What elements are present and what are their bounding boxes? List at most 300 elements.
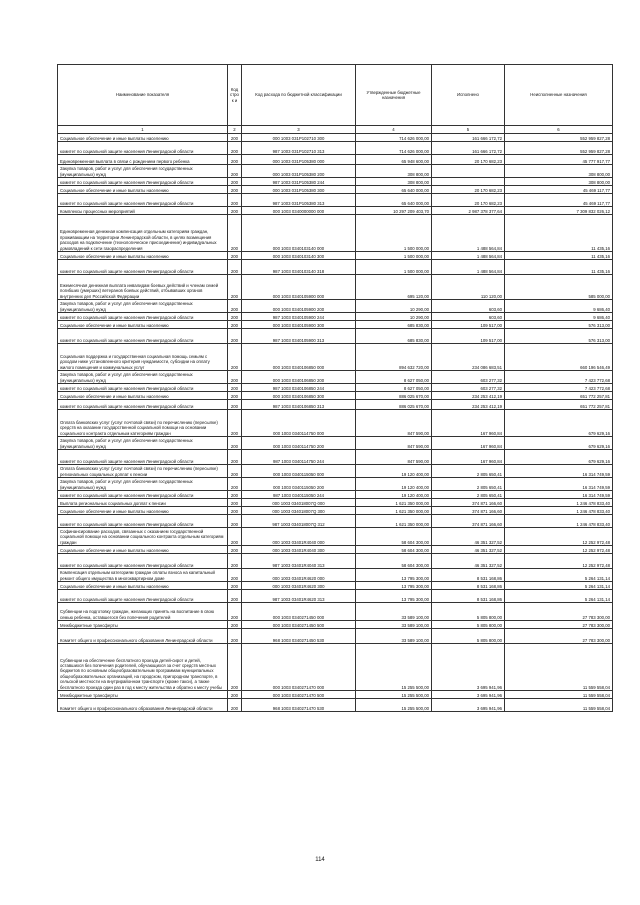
row-kbk: 968 1003 0340271470 530 xyxy=(242,699,356,712)
table-row xyxy=(58,590,613,603)
row-approved: 894 632 720,00 xyxy=(356,344,432,371)
row-approved: 19 120 400,00 xyxy=(356,478,432,491)
row-kbk: 000 1003 0340103140 000 xyxy=(242,215,356,252)
row-code: 200 xyxy=(228,590,242,603)
row-executed: 167 960,84 xyxy=(432,450,505,465)
row-unexecuted: 12 252 972,48 xyxy=(505,528,613,546)
table-row xyxy=(58,465,613,478)
row-name: комитет по социальной защите населения Ленинградской области xyxy=(58,450,228,465)
row-code: 200 xyxy=(228,491,242,499)
row-name: комитет по социальной защите населения Ленинградской области xyxy=(58,491,228,499)
row-approved: 1 500 000,00 xyxy=(356,252,432,260)
row-executed: 5 805 800,00 xyxy=(432,621,505,629)
row-unexecuted: 585 000,00 xyxy=(505,275,613,300)
row-kbk: 000 1003 03401R4620 300 xyxy=(242,582,356,590)
row-name: Социальное обеспечение и иные выплаты населению xyxy=(58,507,228,515)
column-number: 2 xyxy=(228,126,242,134)
row-executed: 109 517,00 xyxy=(432,329,505,344)
row-executed: 234 253 412,19 xyxy=(432,392,505,400)
row-kbk: 987 1003 0340105900 313 xyxy=(242,329,356,344)
row-executed: 46 351 327,52 xyxy=(432,528,505,546)
row-code: 200 xyxy=(228,499,242,507)
row-name: Социальное обеспечение и иные выплаты населению xyxy=(58,582,228,590)
table-row xyxy=(58,699,613,712)
row-kbk: 000 1003 0340105900 300 xyxy=(242,321,356,329)
row-kbk: 000 1003 0340114750 200 xyxy=(242,437,356,450)
row-approved: 15 255 500,00 xyxy=(356,699,432,712)
row-executed: 2 805 650,41 xyxy=(432,465,505,478)
row-kbk: 987 1003 031Р105380 313 xyxy=(242,194,356,207)
row-name: Закупка товаров, работ и услуг для обеспечения государственных (муниципальных) нужд xyxy=(58,300,228,313)
row-executed: 603 277,32 xyxy=(432,384,505,392)
row-name: комитет по социальной защите населения Ленинградской области xyxy=(58,260,228,275)
row-name: комитет по социальной защите населения Ленинградской области xyxy=(58,313,228,321)
row-executed: 20 170 682,23 xyxy=(432,194,505,207)
row-code: 200 xyxy=(228,178,242,186)
table-row xyxy=(58,321,613,329)
row-kbk: 000 1003 03401R4040 300 xyxy=(242,546,356,554)
page-number: 114 xyxy=(315,857,325,863)
row-kbk: 000 1003 0340103140 300 xyxy=(242,252,356,260)
row-kbk: 000 1003 0340105900 200 xyxy=(242,300,356,313)
row-approved: 714 626 000,00 xyxy=(356,134,432,142)
row-kbk: 987 1003 03401R4620 313 xyxy=(242,590,356,603)
row-code: 200 xyxy=(228,207,242,215)
row-kbk: 000 1003 0340106850 000 xyxy=(242,344,356,371)
budget-execution-table xyxy=(57,64,613,712)
row-kbk: 987 1003 0340114750 244 xyxy=(242,450,356,465)
table-row xyxy=(58,300,613,313)
table-row xyxy=(58,186,613,194)
row-code: 200 xyxy=(228,300,242,313)
row-executed: 20 170 682,23 xyxy=(432,155,505,165)
row-approved: 886 025 670,00 xyxy=(356,400,432,410)
row-executed xyxy=(432,165,505,178)
row-unexecuted: 11 559 558,04 xyxy=(505,691,613,699)
table-row xyxy=(58,207,613,215)
row-unexecuted: 651 772 257,81 xyxy=(505,400,613,410)
table-row xyxy=(58,621,613,629)
table-row xyxy=(58,644,613,691)
row-approved: 685 830,00 xyxy=(356,329,432,344)
row-approved: 1 500 000,00 xyxy=(356,260,432,275)
row-name: Социальное обеспечение и иные выплаты населению xyxy=(58,134,228,142)
row-unexecuted: 1 246 478 833,40 xyxy=(505,515,613,528)
row-kbk: 987 1003 0340106850 244 xyxy=(242,384,356,392)
row-code: 200 xyxy=(228,569,242,582)
row-approved: 847 590,00 xyxy=(356,410,432,437)
table-row xyxy=(58,603,613,621)
table-row xyxy=(58,142,613,155)
row-kbk: 987 1003 0340106850 313 xyxy=(242,400,356,410)
row-name: Комитет общего и профессионального образования Ленинградской области xyxy=(58,699,228,712)
row-unexecuted: 660 196 546,49 xyxy=(505,344,613,371)
row-name: Комплексы процессных мероприятий xyxy=(58,207,228,215)
row-approved: 1 621 350 000,00 xyxy=(356,507,432,515)
row-approved: 58 604 300,00 xyxy=(356,546,432,554)
row-name: Социальное обеспечение и иные выплаты населению xyxy=(58,186,228,194)
row-code: 200 xyxy=(228,260,242,275)
row-code: 200 xyxy=(228,215,242,252)
row-code: 200 xyxy=(228,621,242,629)
row-approved: 33 589 100,00 xyxy=(356,603,432,621)
row-approved: 8 627 050,00 xyxy=(356,371,432,384)
row-unexecuted: 679 629,16 xyxy=(505,437,613,450)
row-approved: 886 025 670,00 xyxy=(356,392,432,400)
row-executed: 3 695 941,96 xyxy=(432,691,505,699)
row-code: 200 xyxy=(228,134,242,142)
row-name: Межбюджетные трансферты xyxy=(58,621,228,629)
row-executed: 5 805 800,00 xyxy=(432,603,505,621)
row-executed: 603,60 xyxy=(432,300,505,313)
row-approved: 1 621 350 000,00 xyxy=(356,499,432,507)
row-approved: 10 297 209 403,70 xyxy=(356,207,432,215)
row-approved: 695 120,00 xyxy=(356,275,432,300)
row-approved: 19 120 400,00 xyxy=(356,491,432,499)
row-code: 200 xyxy=(228,644,242,691)
row-approved: 8 627 050,00 xyxy=(356,384,432,392)
row-approved: 13 795 300,00 xyxy=(356,582,432,590)
row-executed: 46 351 327,52 xyxy=(432,546,505,554)
row-approved: 10 290,00 xyxy=(356,300,432,313)
row-code: 200 xyxy=(228,629,242,644)
row-executed: 46 351 327,52 xyxy=(432,554,505,569)
column-number: 5 xyxy=(432,126,505,134)
header-unexecuted: Неисполненные назначения xyxy=(505,65,613,126)
row-executed: 161 666 172,72 xyxy=(432,134,505,142)
row-code: 200 xyxy=(228,321,242,329)
row-name: Социальная поддержка и государственная социальная помощь семьям с доходом ниже установленного критерия нуждаемости, субсидии на оплату жилого помещения и коммунальных услуг xyxy=(58,344,228,371)
row-kbk: 000 1003 031Р102710 300 xyxy=(242,134,356,142)
row-name: комитет по социальной защите населения Ленинградской области xyxy=(58,142,228,155)
row-name: Социальное обеспечение и иные выплаты населению xyxy=(58,392,228,400)
row-name: комитет по социальной защите населения Ленинградской области xyxy=(58,400,228,410)
row-code: 200 xyxy=(228,582,242,590)
row-code: 200 xyxy=(228,465,242,478)
row-name: Единовременная денежная компенсация отдельным категориям граждан, проживающим на территории Ленинградской области, в целях возмещения расходов на подключение (технологическое присоединение) индивидуальных домовладений к сети газораспределения xyxy=(58,215,228,252)
row-executed: 161 666 172,72 xyxy=(432,142,505,155)
table-row xyxy=(58,178,613,186)
table-body xyxy=(58,134,613,712)
row-unexecuted: 552 959 827,28 xyxy=(505,134,613,142)
row-unexecuted: 11 435,16 xyxy=(505,215,613,252)
row-name: Единовременная выплата в связи с рождением первого ребенка xyxy=(58,155,228,165)
row-name: Компенсация отдельным категориям граждан оплаты взноса на капитальный ремонт общего имущества в многоквартирном доме xyxy=(58,569,228,582)
row-unexecuted: 45 777 917,77 xyxy=(505,155,613,165)
row-name: Социальное обеспечение и иные выплаты населению xyxy=(58,252,228,260)
table-row xyxy=(58,392,613,400)
row-name: комитет по социальной защите населения Ленинградской области xyxy=(58,329,228,344)
row-unexecuted: 679 629,16 xyxy=(505,410,613,437)
row-code: 200 xyxy=(228,699,242,712)
table-row xyxy=(58,275,613,300)
row-approved: 33 589 100,00 xyxy=(356,629,432,644)
table-row xyxy=(58,215,613,252)
row-approved: 308 800,00 xyxy=(356,165,432,178)
row-unexecuted: 11 435,16 xyxy=(505,260,613,275)
row-approved: 13 795 300,00 xyxy=(356,590,432,603)
row-name: Оплата банковских услуг (услуг почтовой связи) по перечислению (пересылке) средств на оказание государственной социальной помощи на основании социального контракта отдельным категориям граждан xyxy=(58,410,228,437)
row-kbk: 000 1003 0340106850 200 xyxy=(242,371,356,384)
table-row xyxy=(58,478,613,491)
column-number: 1 xyxy=(58,126,228,134)
row-executed: 1 488 564,84 xyxy=(432,252,505,260)
row-code: 200 xyxy=(228,528,242,546)
header-name: Наименование показателя xyxy=(58,65,228,126)
row-executed: 110 120,00 xyxy=(432,275,505,300)
table-row xyxy=(58,313,613,321)
row-executed: 603,60 xyxy=(432,313,505,321)
row-executed: 5 805 800,00 xyxy=(432,629,505,644)
row-name: Закупка товаров, работ и услуг для обеспечения государственных (муниципальных) нужд xyxy=(58,437,228,450)
row-kbk: 987 1003 03401R4040 313 xyxy=(242,554,356,569)
row-approved: 847 590,00 xyxy=(356,450,432,465)
row-kbk: 000 1003 0340271450 000 xyxy=(242,603,356,621)
row-executed: 8 531 168,86 xyxy=(432,582,505,590)
row-code: 200 xyxy=(228,194,242,207)
row-executed: 1 488 564,84 xyxy=(432,260,505,275)
row-executed: 374 871 166,60 xyxy=(432,507,505,515)
row-approved: 65 640 000,00 xyxy=(356,194,432,207)
row-unexecuted: 5 264 131,14 xyxy=(505,590,613,603)
table-row xyxy=(58,410,613,437)
row-name: комитет по социальной защите населения Ленинградской области xyxy=(58,590,228,603)
row-unexecuted: 45 469 117,77 xyxy=(505,186,613,194)
row-unexecuted: 16 314 749,59 xyxy=(505,465,613,478)
row-code: 200 xyxy=(228,313,242,321)
row-code: 200 xyxy=(228,344,242,371)
row-name: Социальное обеспечение и иные выплаты населению xyxy=(58,321,228,329)
row-name: Закупка товаров, работ и услуг для обеспечения государственных (муниципальных) нужд xyxy=(58,371,228,384)
row-name: Выплата региональных социальных доплат к пенсии xyxy=(58,499,228,507)
row-code: 200 xyxy=(228,507,242,515)
row-executed: 2 805 650,41 xyxy=(432,491,505,499)
row-code: 200 xyxy=(228,400,242,410)
row-kbk: 000 1003 031Р105380 000 xyxy=(242,155,356,165)
row-code: 200 xyxy=(228,437,242,450)
table-row xyxy=(58,450,613,465)
row-kbk: 000 1003 03401R4040 000 xyxy=(242,528,356,546)
table-row xyxy=(58,582,613,590)
row-approved: 65 640 000,00 xyxy=(356,186,432,194)
table-row xyxy=(58,194,613,207)
row-code: 200 xyxy=(228,392,242,400)
table-row xyxy=(58,344,613,371)
row-executed: 3 695 941,96 xyxy=(432,699,505,712)
row-kbk: 000 1003 0340106850 300 xyxy=(242,392,356,400)
row-name: комитет по социальной защите населения Ленинградской области xyxy=(58,384,228,392)
row-unexecuted: 9 686,40 xyxy=(505,300,613,313)
row-unexecuted: 12 252 972,48 xyxy=(505,546,613,554)
row-kbk: 000 1003 031Р105380 300 xyxy=(242,186,356,194)
header-executed: Исполнено xyxy=(432,65,505,126)
row-kbk: 987 1003 031Р105380 244 xyxy=(242,178,356,186)
row-name: Оплата банковских услуг (услуг почтовой связи) по перечислению (пересылке) региональных социальных доплат к пенсии xyxy=(58,465,228,478)
table-row xyxy=(58,252,613,260)
row-code: 200 xyxy=(228,329,242,344)
row-approved: 65 948 600,00 xyxy=(356,155,432,165)
table-row xyxy=(58,155,613,165)
row-kbk: 000 1003 0340105900 000 xyxy=(242,275,356,300)
row-kbk: 987 1003 0340115050 244 xyxy=(242,491,356,499)
row-code: 200 xyxy=(228,515,242,528)
row-approved: 10 290,00 xyxy=(356,313,432,321)
row-code: 200 xyxy=(228,186,242,194)
header-code: Код строк и xyxy=(228,65,242,126)
table-row xyxy=(58,515,613,528)
table-row xyxy=(58,371,613,384)
row-unexecuted: 9 686,40 xyxy=(505,313,613,321)
row-unexecuted: 1 246 478 833,40 xyxy=(505,507,613,515)
row-code: 200 xyxy=(228,691,242,699)
row-name: комитет по социальной защите населения Ленинградской области xyxy=(58,194,228,207)
row-name: Закупка товаров, работ и услуг для обеспечения государственных (муниципальных) нужд xyxy=(58,478,228,491)
row-name: Межбюджетные трансферты xyxy=(58,691,228,699)
table-row xyxy=(58,528,613,546)
header-kbk: Код расхода по бюджетной классификации xyxy=(242,65,356,126)
row-kbk: 000 1003 0340115050 200 xyxy=(242,478,356,491)
row-code: 200 xyxy=(228,478,242,491)
row-kbk: 987 1003 031Р102710 313 xyxy=(242,142,356,155)
row-executed: 2 987 378 377,64 xyxy=(432,207,505,215)
row-kbk: 987 1003 0340103140 318 xyxy=(242,260,356,275)
row-unexecuted: 651 772 257,81 xyxy=(505,392,613,400)
row-executed: 234 086 683,51 xyxy=(432,344,505,371)
row-approved: 714 626 000,00 xyxy=(356,142,432,155)
row-kbk: 000 1003 0340271470 000 xyxy=(242,644,356,691)
row-unexecuted: 11 435,16 xyxy=(505,252,613,260)
column-number: 4 xyxy=(356,126,432,134)
row-approved: 19 120 400,00 xyxy=(356,465,432,478)
row-executed: 1 488 564,84 xyxy=(432,215,505,252)
row-code: 200 xyxy=(228,142,242,155)
row-name: комитет по социальной защите населения Ленинградской области xyxy=(58,178,228,186)
row-name: комитет по социальной защите населения Ленинградской области xyxy=(58,515,228,528)
row-code: 200 xyxy=(228,155,242,165)
row-unexecuted: 576 313,00 xyxy=(505,329,613,344)
row-approved: 1 500 000,00 xyxy=(356,215,432,252)
row-kbk: 000 1003 0340115050 000 xyxy=(242,465,356,478)
table-row xyxy=(58,546,613,554)
row-executed: 167 960,84 xyxy=(432,410,505,437)
row-unexecuted: 308 800,00 xyxy=(505,165,613,178)
row-code: 200 xyxy=(228,252,242,260)
row-executed: 8 531 168,86 xyxy=(432,569,505,582)
table-row xyxy=(58,569,613,582)
table-row xyxy=(58,507,613,515)
row-kbk: 000 1003 0340114750 000 xyxy=(242,410,356,437)
row-approved: 15 255 500,00 xyxy=(356,691,432,699)
row-name: Социальное обеспечение и иные выплаты населению xyxy=(58,546,228,554)
row-kbk: 000 1003 0340000000 000 xyxy=(242,207,356,215)
row-approved: 308 800,00 xyxy=(356,178,432,186)
row-approved: 685 830,00 xyxy=(356,321,432,329)
row-unexecuted: 5 264 131,14 xyxy=(505,569,613,582)
row-unexecuted: 12 252 972,48 xyxy=(505,554,613,569)
table-row xyxy=(58,384,613,392)
table-row xyxy=(58,165,613,178)
row-executed: 603 277,32 xyxy=(432,371,505,384)
table-row xyxy=(58,499,613,507)
row-unexecuted: 7 423 772,68 xyxy=(505,371,613,384)
row-name: Комитет общего и профессионального образования Ленинградской области xyxy=(58,629,228,644)
row-approved: 13 795 300,00 xyxy=(356,569,432,582)
row-name: Закупка товаров, работ и услуг для обеспечения государственных (муниципальных) нужд xyxy=(58,165,228,178)
row-code: 200 xyxy=(228,546,242,554)
row-unexecuted: 27 783 300,00 xyxy=(505,621,613,629)
column-number-row xyxy=(58,126,613,134)
row-unexecuted: 576 313,00 xyxy=(505,321,613,329)
row-unexecuted: 16 314 749,59 xyxy=(505,478,613,491)
row-approved: 847 590,00 xyxy=(356,437,432,450)
row-name: комитет по социальной защите населения Ленинградской области xyxy=(58,554,228,569)
report-sheet xyxy=(57,64,612,712)
row-executed: 109 517,00 xyxy=(432,321,505,329)
row-approved: 15 255 500,00 xyxy=(356,644,432,691)
row-executed: 167 960,84 xyxy=(432,437,505,450)
row-name: Софинансирование расходов, связанных с оказанием государственной социальной помощи на основании социального контракта отдельным категориям граждан xyxy=(58,528,228,546)
row-kbk: 987 1003 0340105900 244 xyxy=(242,313,356,321)
table-row xyxy=(58,691,613,699)
row-executed: 2 805 650,41 xyxy=(432,478,505,491)
row-kbk: 000 1003 034018007Q 000 xyxy=(242,499,356,507)
row-unexecuted: 11 559 558,04 xyxy=(505,644,613,691)
table-header-row xyxy=(58,65,613,126)
row-unexecuted: 7 309 832 026,12 xyxy=(505,207,613,215)
row-approved: 1 621 350 000,00 xyxy=(356,515,432,528)
row-unexecuted: 27 783 300,00 xyxy=(505,629,613,644)
row-name: Ежемесячная денежная выплата инвалидам боевых действий и членам семей погибших (умерших) ветеранов боевых действий, отбывавших органов внутренних дел Российской Федерации xyxy=(58,275,228,300)
row-unexecuted: 679 629,16 xyxy=(505,450,613,465)
row-kbk: 000 1003 03401R4620 000 xyxy=(242,569,356,582)
row-executed: 3 695 941,96 xyxy=(432,644,505,691)
row-code: 200 xyxy=(228,371,242,384)
row-name: Субвенции на обеспечение бесплатного проезда детей-сирот и детей, оставшихся без попечения родителей, обучающихся за счет средств местных бюджетов по основным общеобразовательным программам муниципальных общеобразовательных организаций, на городском, пригородном транспорте, в сельской местности на внутрирайонном транспорте (кроме такси), а также бесплатного проезда один раз в год к месту жительства и обратно к месту учебы xyxy=(58,644,228,691)
row-executed: 234 253 412,19 xyxy=(432,400,505,410)
column-number: 6 xyxy=(505,126,613,134)
row-code: 200 xyxy=(228,410,242,437)
row-unexecuted: 11 559 558,04 xyxy=(505,699,613,712)
table-row xyxy=(58,437,613,450)
row-executed: 20 170 682,23 xyxy=(432,186,505,194)
row-kbk: 000 1003 034018007Q 300 xyxy=(242,507,356,515)
row-kbk: 000 1003 0340271470 500 xyxy=(242,691,356,699)
row-kbk: 000 1003 031Р105380 200 xyxy=(242,165,356,178)
row-executed xyxy=(432,178,505,186)
row-unexecuted: 45 469 117,77 xyxy=(505,194,613,207)
header-approved: Утвержденные бюджетные назначения xyxy=(356,65,432,126)
row-executed: 374 871 166,60 xyxy=(432,499,505,507)
row-approved: 58 604 300,00 xyxy=(356,554,432,569)
row-executed: 374 871 166,60 xyxy=(432,515,505,528)
table-row xyxy=(58,554,613,569)
table-row xyxy=(58,329,613,344)
row-approved: 33 589 100,00 xyxy=(356,621,432,629)
row-code: 200 xyxy=(228,165,242,178)
row-name: Субвенции на подготовку граждан, желающих принять на воспитание в свою семью ребенка, оставшегося без попечения родителей xyxy=(58,603,228,621)
row-unexecuted: 552 959 827,28 xyxy=(505,142,613,155)
row-executed: 8 531 168,86 xyxy=(432,590,505,603)
row-unexecuted: 5 264 131,14 xyxy=(505,582,613,590)
table-row xyxy=(58,260,613,275)
row-unexecuted: 308 800,00 xyxy=(505,178,613,186)
table-row xyxy=(58,491,613,499)
column-number: 3 xyxy=(242,126,356,134)
row-code: 200 xyxy=(228,450,242,465)
row-code: 200 xyxy=(228,603,242,621)
row-code: 200 xyxy=(228,384,242,392)
row-unexecuted: 7 423 772,68 xyxy=(505,384,613,392)
